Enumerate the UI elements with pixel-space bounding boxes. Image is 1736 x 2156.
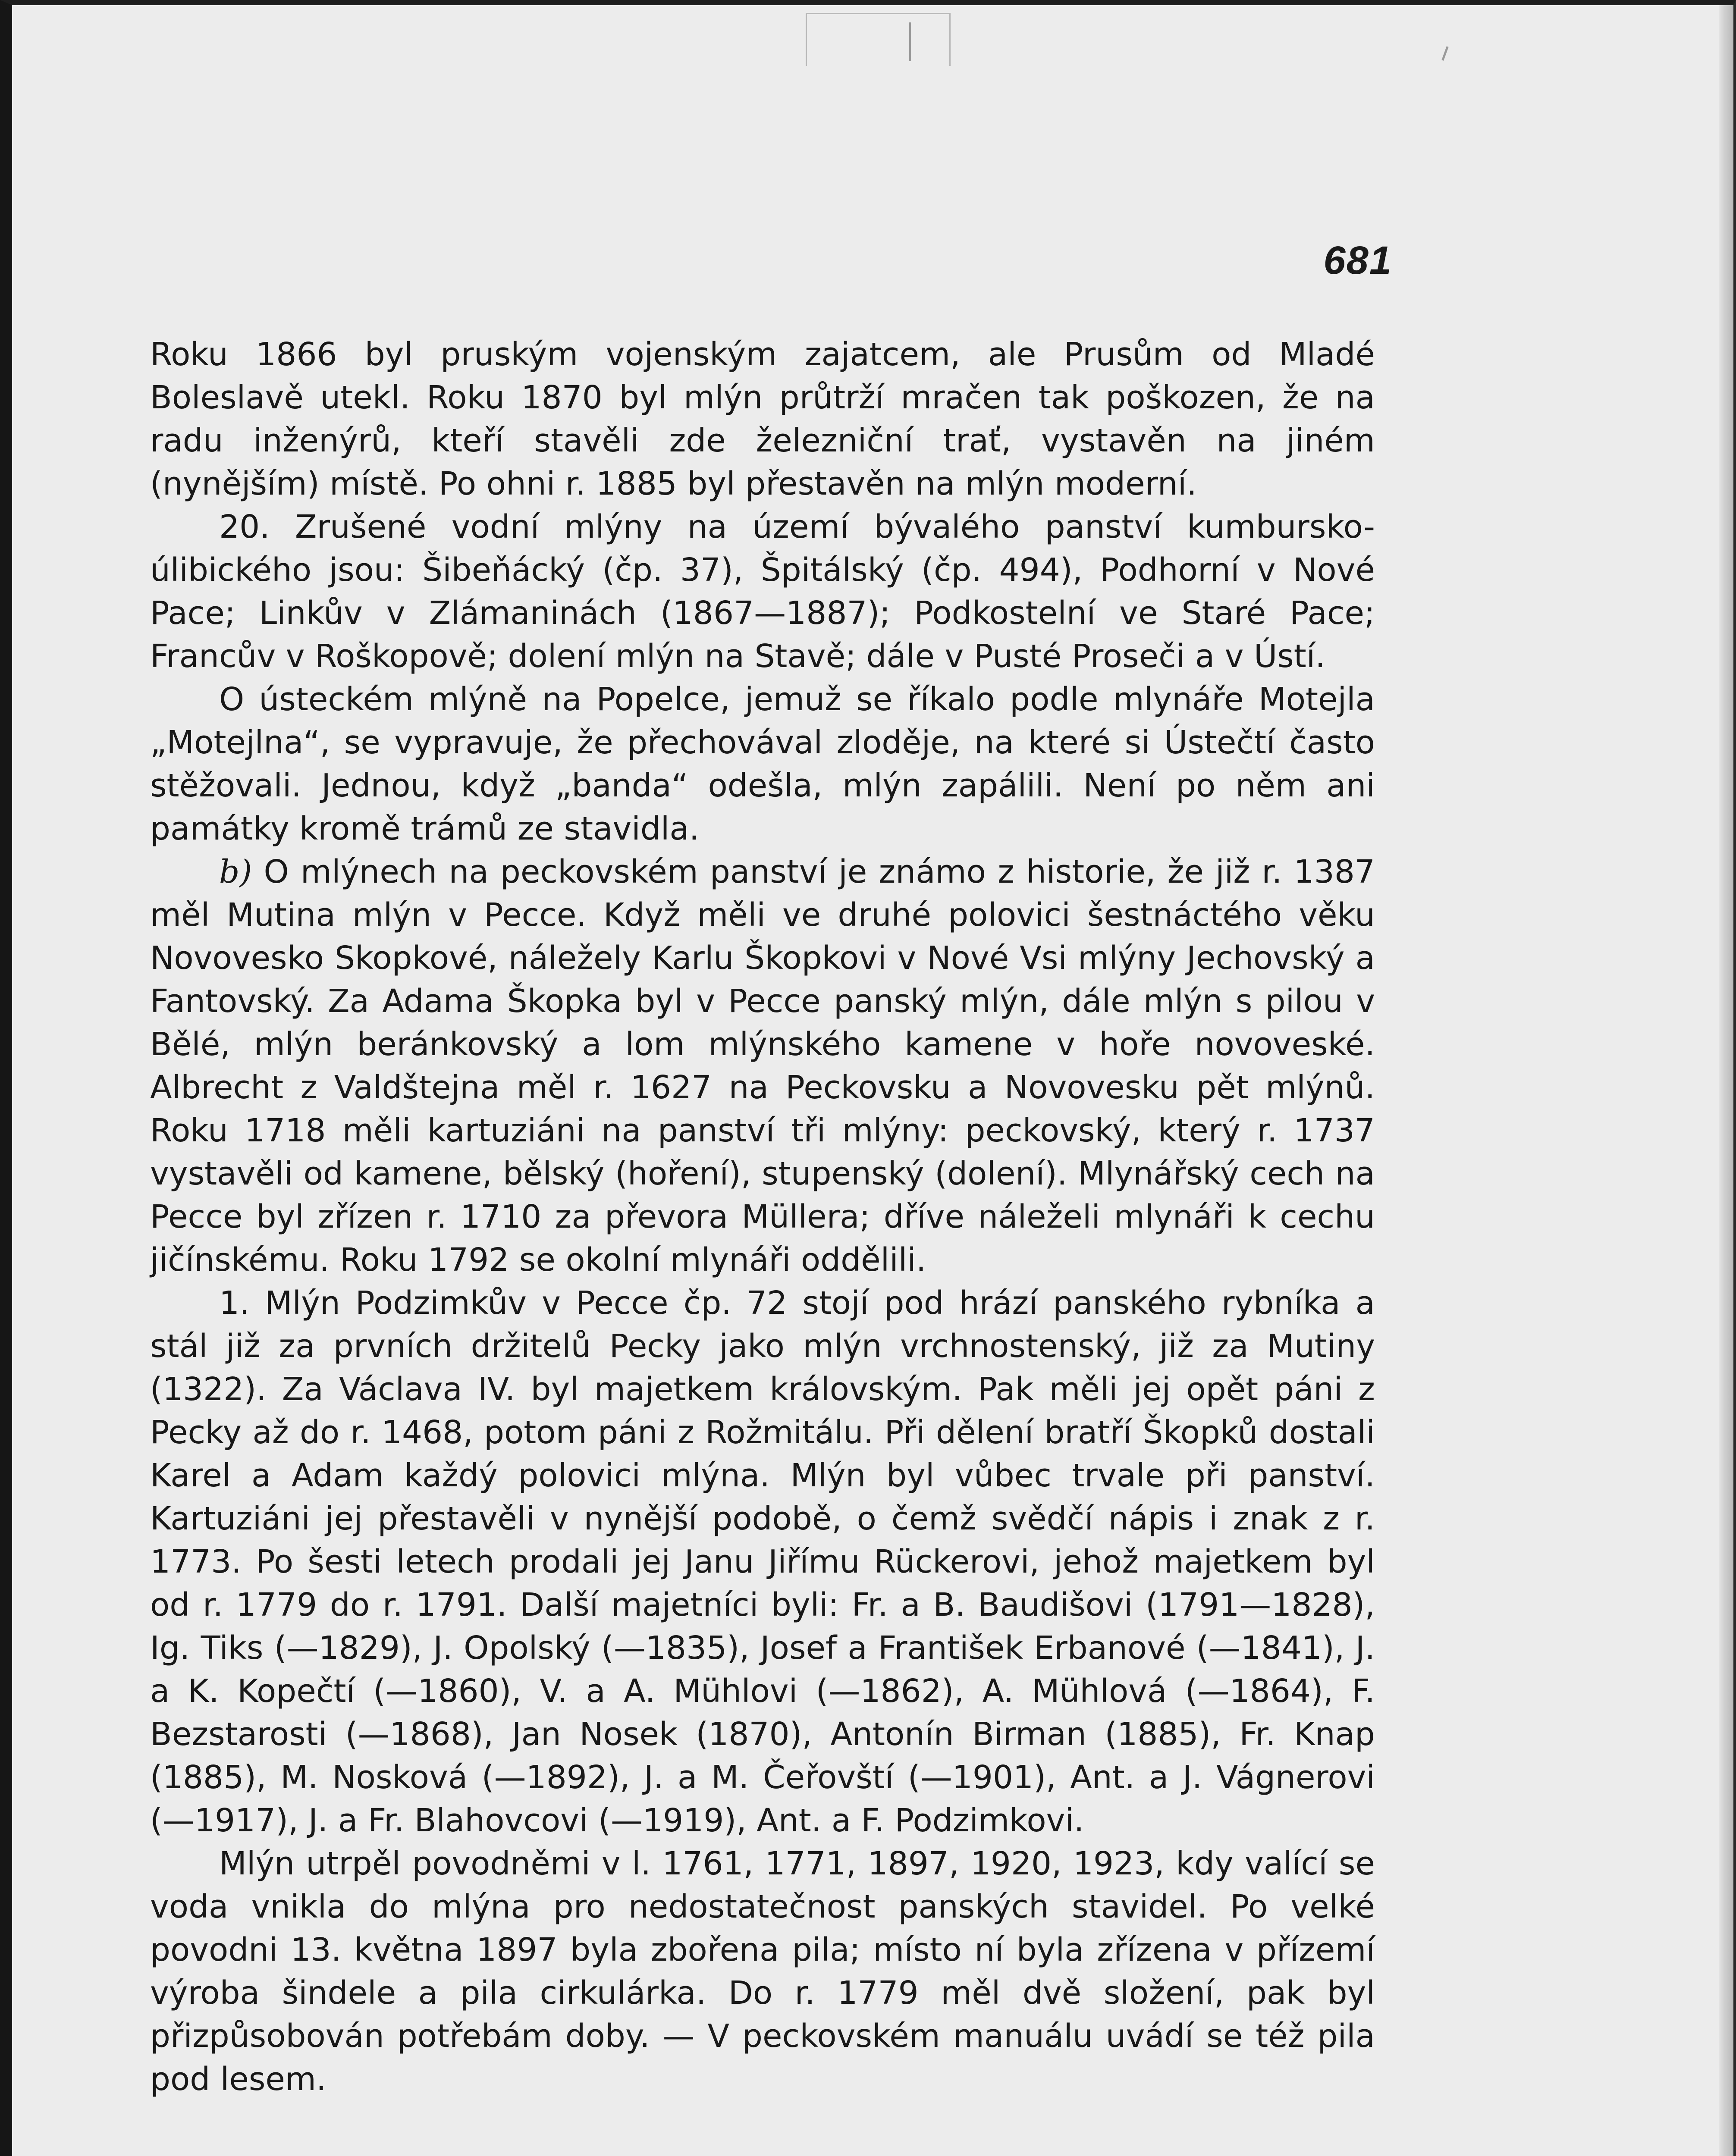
scan-artifact-mark	[909, 22, 911, 61]
paragraph	[150, 333, 1375, 505]
paragraph	[150, 505, 1375, 678]
paragraph	[150, 678, 1375, 850]
section-label: b)	[219, 853, 252, 890]
paragraph	[150, 850, 1375, 1282]
body-text	[150, 333, 1375, 2101]
paragraph-text: Roku 1866 byl pruským vojenským zajatcem, ale Prusům od Mladé Boleslavě utekl. Roku 1870 byl mlýn průtrží mračen tak poškozen, že na radu inženýrů, kteří stavěli zde železniční trať, vystavěn na jiném (nynějším) místě. Po ohni r. 1885 byl přestavěn na mlýn moderní.	[150, 336, 1375, 502]
paragraph-text: O ústeckém mlýně na Popelce, jemuž se říkalo podle mlynáře Motejla „Motejlna“, se vypravuje, že přechovával zloděje, na které si Ústečtí často stěžovali. Jednou, když „banda“ odešla, mlýn zapálili. Není po něm ani památky kromě trámů ze stavidla.	[150, 681, 1375, 847]
scan-artifact-mark	[1441, 46, 1448, 61]
page-number: 681	[1323, 238, 1392, 282]
paragraph-text: Mlýn utrpěl povodněmi v l. 1761, 1771, 1897, 1920, 1923, kdy valící se voda vnikla do mlýna pro nedostatečnost panských stavidel. Po velké povodni 13. května 1897 byla zbořena pila; místo ní byla zřízena v přízemí výroba šindele a pila cirkulárka. Do r. 1779 měl dvě složení, pak byl přizpůsobován potřebám doby. — V peckovském manuálu uvádí se též pila pod lesem.	[150, 1845, 1375, 2098]
paragraph	[150, 1282, 1375, 1842]
scan-artifact-frame	[806, 13, 951, 66]
paragraph-text: O mlýnech na peckovském panství je známo z historie, že již r. 1387 měl Mutina mlýn v Pecce. Když měli ve druhé polovici šestnáctého věku Novovesko Skopkové, náležely Karlu Škopkovi v Nové Vsi mlýny Jechovský a Fantovský. Za Adama Škopka byl v Pecce panský mlýn, dále mlýn s pilou v Bělé, mlýn beránkovský a lom mlýnského kamene v hoře novoveské. Albrecht z Valdštejna měl r. 1627 na Peckovsku a Novovesku pět mlýnů. Roku 1718 měli kartuziáni na panství tři mlýny: peckovský, který r. 1737 vystavěli od kamene, bělský (hoření), stupenský (dolení). Mlynářský cech na Pecce byl zřízen r. 1710 za převora Müllera; dříve náleželi mlynáři k cechu jičínskému. Roku 1792 se okolní mlynáři oddělili.	[150, 853, 1375, 1279]
paragraph	[150, 1842, 1375, 2101]
page-edge-shadow	[1719, 5, 1733, 2156]
paragraph-text: 1. Mlýn Podzimkův v Pecce čp. 72 stojí pod hrází panského rybníka a stál již za prvních držitelů Pecky jako mlýn vrchnostenský, již za Mutiny (1322). Za Václava IV. byl majetkem královským. Pak měli jej opět páni z Pecky až do r. 1468, potom páni z Rožmitálu. Při dělení bratří Škopků dostali Karel a Adam každý polovici mlýna. Mlýn byl vůbec trvale při panství. Kartuziáni jej přestavěli v nynější podobě, o čemž svědčí nápis i znak z r. 1773. Po šesti letech prodali jej Janu Jiřímu Rückerovi, jehož majetkem byl od r. 1779 do r. 1791. Další majetníci byli: Fr. a B. Baudišovi (1791—1828), Ig. Tiks (—1829), J. Opolský (—1835), Josef a František Erbanové (—1841), J. a K. Kopečtí (—1860), V. a A. Mühlovi (—1862), A. Mühlová (—1864), F. Bezstarosti (—1868), Jan Nosek (1870), Antonín Birman (1885), Fr. Knap (1885), M. Nosková (—1892), J. a M. Čeřovští (—1901), Ant. a J. Vágnerovi (—1917), J. a Fr. Blahovcovi (—1919), Ant. a F. Podzimkovi.	[150, 1285, 1375, 1839]
paragraph-text: 20. Zrušené vodní mlýny na území bývalého panství kumbursko-úlibického jsou: Šibeňácký (čp. 37), Špitálský (čp. 494), Podhorní v Nové Pace; Linkův v Zlámaninách (1867—1887); Podkostelní ve Staré Pace; Francův v Roškopově; dolení mlýn na Stavě; dále v Pusté Proseči a v Ústí.	[150, 508, 1375, 675]
